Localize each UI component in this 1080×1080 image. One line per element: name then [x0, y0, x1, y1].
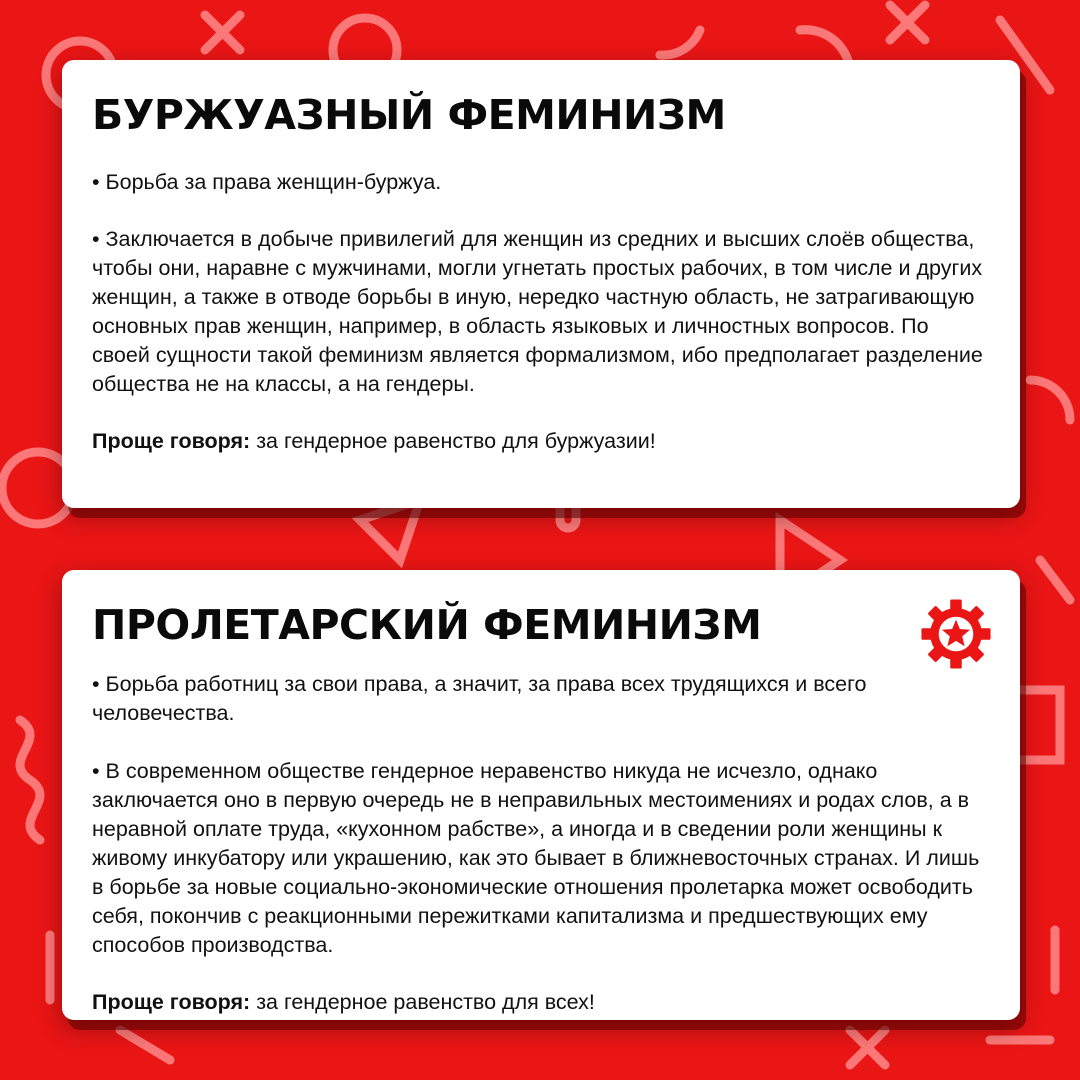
bourgeois-summary [92, 427, 990, 456]
bourgeois-point-2: • Заключается в добыче привилегий для женщин из средних и высших слоёв общества, чтобы они, наравне с мужчинами, могли угнетать простых рабочих, в том числе и других женщин, а также в отводе борьбы в иную, нередко частную область, не затрагивающую основных прав женщин, например, в область языковых и личностных вопросов. По своей сущности такой феминизм является формализмом, ибо предполагает разделение общества не на классы, а на гендеры. [92, 227, 983, 396]
proletarian-point-1: • Борьба работниц за свои права, а значит, за права всех трудящихся и всего человечества. [92, 672, 867, 725]
summary-label: Проще говоря: [92, 990, 251, 1014]
summary-text: за гендерное равенство для всех! [250, 990, 595, 1014]
bourgeois-point-1: • Борьба за права женщин-буржуа. [92, 170, 442, 194]
proletarian-point-2: • В современном обществе гендерное неравенство никуда не исчезло, однако заключается оно в первую очередь не в неправильных местоимениях и родах слов, а в неравной оплате труда, «кухонном рабстве», а иногда и в сведении роли женщины к живому инкубатору или украшению, как это бывает в ближневосточных странах. И лишь в борьбе за новые социально-экономические отношения пролетарка может освободить себя, покончив с реакционными пережитками капитализма и предшествующих ему способов производства. [92, 759, 980, 957]
bourgeois-title: БУРЖУАЗНЫЙ ФЕМИНИЗМ [92, 91, 726, 139]
gear-star-icon [920, 598, 992, 670]
proletarian-summary [92, 988, 990, 1017]
summary-label: Проще говоря: [92, 429, 251, 453]
bourgeois-feminism-card [62, 60, 1020, 508]
proletarian-feminism-card [62, 570, 1020, 1020]
summary-text: за гендерное равенство для буржуазии! [250, 429, 656, 453]
proletarian-title: ПРОЛЕТАРСКИЙ ФЕМИНИЗМ [92, 601, 762, 649]
